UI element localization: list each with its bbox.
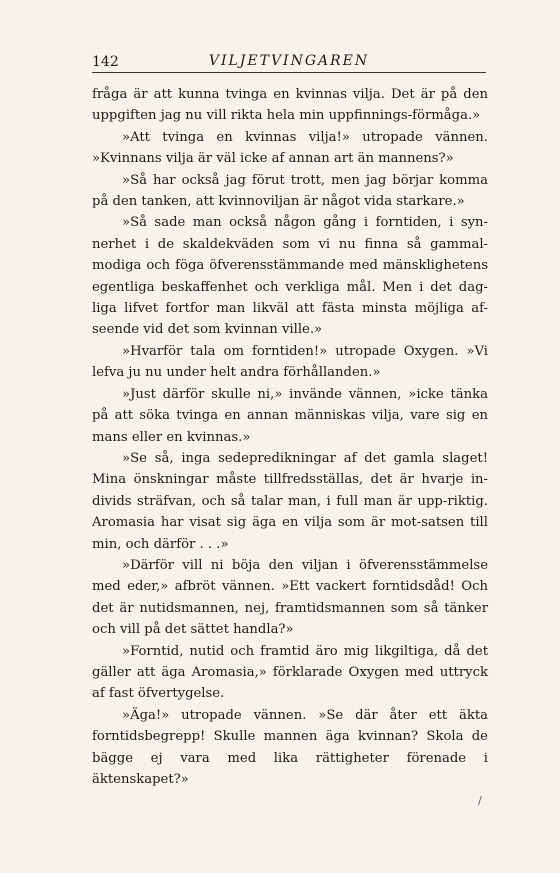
header-rule [92,72,486,73]
paragraph: »Äga!» utropade vännen. »Se där åter ett äkta forntidsbegrepp! Skulle mannen äga kvinnan? Skola de bägge ej vara med lika rättigheter förenade i äktenskapet?» [92,707,488,787]
paragraph: fråga är att kunna tvinga en kvinnas vilja. Det är på den uppgiften jag nu vill rikta hela min uppfinnings-förmåga.» [92,87,488,124]
paragraph: »Så sade man också någon gång i forntiden, i syn-nerhet i de skaldekväden som vi nu finna så gammal-modiga och föga öfverensstämmande med mänsklighetens egentliga beskaffenhet och verkliga mål. Men i det dag-liga lifvet fortfor man likväl att fästa minsta möjliga af-seende vid det som kvinnan ville.» [92,215,488,338]
paragraph: »Så har också jag förut trott, men jag börjar komma på den tanken, att kvinnoviljan är något vida starkare.» [92,172,488,210]
paragraph: »Forntid, nutid och framtid äro mig likgiltiga, då det gäller att äga Aromasia,» förklarade Oxygen med uttryck af fast öfvertygelse. [92,643,488,702]
running-title: VILJETVINGAREN [208,53,370,69]
paragraph: »Just därför skulle ni,» invände vännen, »icke tänka på att söka tvinga en annan människas vilja, vare sig en mans eller en kvinnas.» [92,386,488,445]
body-text [92,84,488,790]
paragraph: »Att tvinga en kvinnas vilja!» utropade vännen. »Kvinnans vilja är väl icke af annan art än mannens?» [92,129,488,167]
paragraph: »Se så, inga sedepredikningar af det gamla slaget! Mina önskningar måste tillfredsställas, det är hvarje in-divids sträfvan, och så talar man, i full man är upp-riktig. Aromasia har visat sig äga en vilja som är mot-satsen till min, och därför . . .» [92,450,488,552]
paragraph: »Därför vill ni böja den viljan i öfverensstämmelse med eder,» afbröt vännen. »Ett vackert forntidsdåd! Och det är nutidsmannen, nej, framtidsmannen som så tänker och vill på det sättet handla?» [92,557,488,638]
paragraph: »Hvarför tala om forntiden!» utropade Oxygen. »Vi lefva ju nu under helt andra förhållanden.» [92,343,488,381]
page-header [92,54,486,74]
footer-mark: / [478,794,482,807]
page-number: 142 [92,54,119,70]
